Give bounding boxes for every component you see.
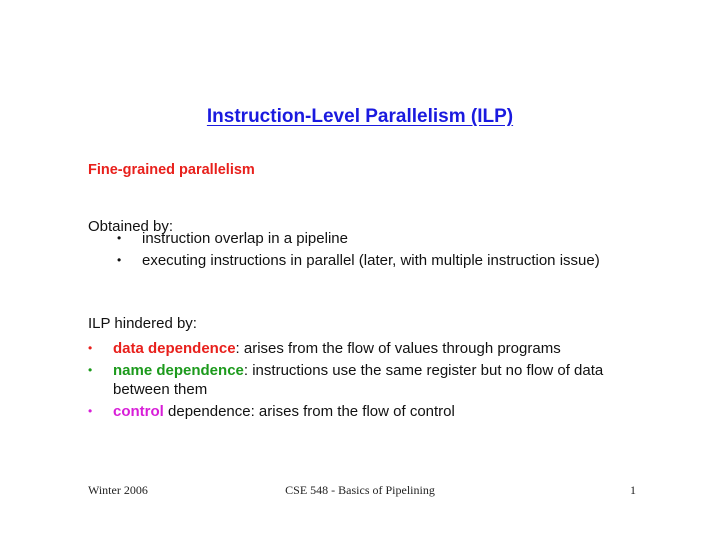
- list-item: [88, 339, 648, 358]
- bullet-icon: •: [88, 341, 93, 355]
- hindered-by-label: ILP hindered by:: [88, 315, 197, 332]
- name-dependence-keyword: name dependence: [113, 362, 244, 379]
- bullet-icon: •: [117, 231, 122, 245]
- obtained-by-label: Obtained by:: [88, 218, 174, 235]
- list-item-text: executing instructions in parallel (later, with multiple instruction issue): [142, 252, 600, 269]
- bullet-icon: •: [88, 404, 93, 418]
- list-item: [88, 361, 648, 399]
- list-item-text: : arises from the flow of values through programs: [235, 340, 561, 357]
- list-item-text: : instructions use the same register but no flow of data between them: [113, 362, 604, 398]
- bullet-icon: •: [88, 363, 93, 377]
- list-item-text: dependence: arises from the flow of control: [163, 403, 455, 420]
- list-item: [117, 251, 627, 270]
- slide-title: Instruction-Level Parallelism (ILP): [206, 106, 514, 127]
- footer-course: CSE 548 - Basics of Pipelining: [285, 483, 435, 497]
- obtained-by-list: [117, 229, 627, 273]
- control-keyword: control: [113, 403, 164, 420]
- list-item-text: instruction overlap in a pipeline: [142, 230, 348, 247]
- bullet-icon: •: [117, 253, 122, 267]
- footer-page-number: 1: [630, 483, 636, 497]
- slide-subtitle: Fine-grained parallelism: [88, 162, 255, 178]
- data-dependence-keyword: data dependence: [113, 340, 236, 357]
- footer-date: Winter 2006: [88, 483, 148, 497]
- hindered-by-list: [88, 339, 648, 424]
- list-item: [88, 402, 648, 421]
- list-item: [117, 229, 627, 248]
